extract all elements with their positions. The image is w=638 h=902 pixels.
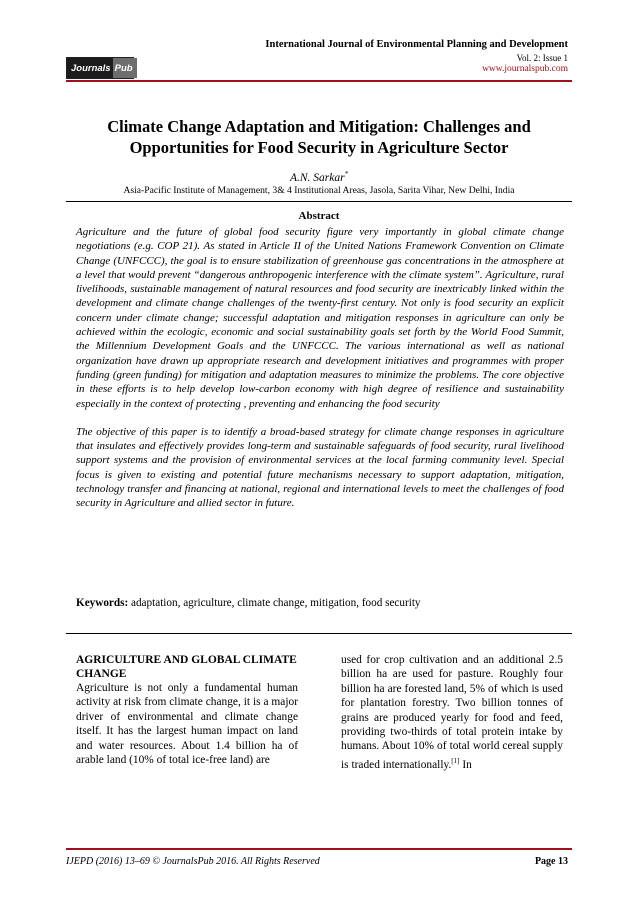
section-text-right-tail: In	[459, 758, 472, 771]
keywords-list: adaptation, agriculture, climate change, mitigation, food security	[131, 597, 421, 609]
author-affiliation: Asia-Pacific Institute of Management, 3& 4 Institutional Areas, Jasola, Sarita Vihar, New Delhi, India	[123, 185, 515, 196]
header-divider	[66, 80, 572, 82]
body-column-right	[341, 653, 563, 772]
abstract-body	[76, 225, 564, 511]
keywords	[76, 597, 564, 609]
paper-title: Climate Change Adaptation and Mitigation: Challenges and Opportunities for Food Security in Agriculture Sector	[107, 117, 531, 157]
footer-citation: IJEPD (2016) 13–69 © JournalsPub 2016. All Rights Reserved	[66, 856, 320, 867]
journalspub-logo	[66, 57, 134, 79]
body-column-left	[76, 653, 298, 767]
title-divider	[66, 201, 572, 202]
author-line	[66, 170, 572, 184]
abstract-divider	[66, 633, 572, 634]
section-text-right-main: used for crop cultivation and an additional 2.5 billion ha are used for pasture. Roughly four billion ha are forested land, 5% of which is used for plantation forestry. Two billion tonnes of grains are produced yearly for food and feed, providing two-thirds of total protein intake by humans. About 10% of total world cereal supply is traded internationally.	[341, 654, 563, 771]
abstract-heading: Abstract	[298, 210, 340, 222]
section-text-right	[341, 653, 563, 772]
volume-issue: Vol. 2: Issue 1	[516, 53, 568, 63]
abstract-paragraph-1: Agriculture and the future of global food security figure very importantly in global climate change negotiations (e.g. COP 21). As stated in Article II of the United Nations Framework Convention on Climate Change (UNFCCC), the goal is to ensure stabilization of greenhouse gas concentrations in the atmosphere at a level that would prevent “dangerous anthropogenic interference with the climate system”. Agriculture, rural livelihoods, sustainable management of natural resources and food security are inextricably linked within the development and climate change challenges of the twenty-first century. Not only is food security an explicit concern under climate change; successful adaptation and mitigation responses in agriculture can only be achieved within the ecologic, economic and social sustainability goals set forth by the World Food Summit, the Millennium Development Goals and the UNFCCC. The various international as well as national organization have drawn up appropriate research and development initiatives and programmes with proper funding (green funding) for mitigation and adaptation measures to minimize the problems. The core objective in these efforts is to help develop low-carbon economy with high degree of resilience and sustainability especially in the context of protecting , preventing and enhancing the food security	[76, 226, 564, 410]
author-name: A.N. Sarkar	[289, 171, 345, 184]
citation-marker[interactable]: [1]	[451, 756, 460, 765]
author-mark: *	[344, 170, 349, 178]
logo-text-pub: Pub	[113, 58, 137, 78]
logo-text-journals: Journals	[67, 58, 113, 78]
keywords-label: Keywords:	[76, 597, 129, 609]
footer-divider	[66, 848, 572, 850]
section-heading: AGRICULTURE AND GLOBAL CLIMATE CHANGE	[76, 654, 297, 680]
section-text-left: Agriculture is not only a fundamental human activity at risk from climate change, it is a major driver of environmental and climate change itself. It has the largest human impact on land and water resources. About 1.4 billion ha of arable land (10% of total ice-free land) are	[76, 682, 298, 767]
page-number: Page 13	[534, 856, 568, 867]
journal-website-link[interactable]: www.journalspub.com	[482, 64, 568, 74]
abstract-paragraph-2: The objective of this paper is to identify a broad-based strategy for climate change responses in agriculture that insulates and effectively provides long-term and sustainable safeguards of food security, rural livelihood support systems and the provision of environmental services at the local farming community level. Special focus is given to existing and potential future mechanisms necessary to support adaptation, mitigation, technology transfer and financing at national, regional and international levels to meet the challenges of food security in Agriculture and allied sector in future.	[76, 425, 564, 510]
journal-name: International Journal of Environmental Planning and Development	[265, 39, 568, 50]
